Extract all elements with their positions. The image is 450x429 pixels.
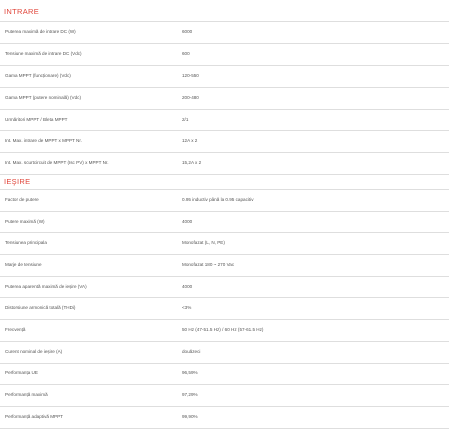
- spec-label: Int. Max. scurtcircuit de MPPT (Isc PV) x MPPT Nr.: [5, 160, 109, 166]
- spec-label: Tensiune maximă de intrare DC (Vdc): [5, 50, 82, 56]
- table-row: [0, 406, 449, 429]
- spec-value: douăzeci: [182, 348, 201, 354]
- spec-label: Factor de putere: [5, 196, 39, 202]
- section-title-iesire: IEŞIRE: [4, 177, 31, 186]
- table-row: [0, 363, 449, 386]
- spec-label: Tensiunea principala: [5, 240, 47, 246]
- spec-label: Curent nominal de ieșire (A): [5, 348, 63, 354]
- spec-value: 97,29%: [182, 392, 198, 398]
- spec-value: 15,2A x 2: [182, 160, 202, 166]
- spec-value: 50 Hz (47-51.5 Hz) / 60 Hz (57-61.5 Hz): [182, 327, 264, 333]
- table-row: [0, 87, 449, 110]
- spec-label: Gama MPPT (putere nominală) (Vdc): [5, 94, 81, 100]
- table-row: [0, 211, 449, 234]
- table-row: [0, 276, 449, 299]
- table-row: [0, 131, 449, 154]
- spec-label: Puterea maximă de intrare DC (W): [5, 28, 76, 34]
- table-row: [0, 65, 449, 88]
- spec-value: 600: [182, 50, 190, 56]
- table-row: [0, 43, 449, 66]
- spec-value: 120-550: [182, 72, 199, 78]
- spec-value: <3%: [182, 305, 192, 311]
- spec-label: Distorsiune armonică totală (THDi): [5, 305, 76, 311]
- spec-value: 4000: [182, 218, 193, 224]
- spec-label: Puterea aparentă maximă de ieșire (VA): [5, 283, 87, 289]
- spec-label: Putere maximă (W): [5, 218, 45, 224]
- table-row: [0, 341, 449, 364]
- spec-value: 0.95 inductiv până la 0.95 capacitiv: [182, 196, 254, 202]
- spec-label: Performanța UE: [5, 370, 38, 376]
- section-title-intrare: INTRARE: [4, 7, 40, 16]
- spec-value: 4000: [182, 283, 193, 289]
- table-row: [0, 21, 449, 44]
- spec-value: 12A x 2: [182, 138, 198, 144]
- spec-label: Gama MPPT (funcționare) (Vdc): [5, 72, 71, 78]
- spec-value: 6000: [182, 28, 193, 34]
- table-row: [0, 298, 449, 321]
- spec-label: Int. Max. intrare de MPPT x MPPT Nr.: [5, 138, 82, 144]
- spec-label: Performanță maximă: [5, 392, 48, 398]
- spec-value: Monofazat 180 ~ 270 Vac: [182, 261, 235, 267]
- spec-label: Urmăritori MPPT / Bleta MPPT: [5, 116, 68, 122]
- spec-value: 2/1: [182, 116, 189, 122]
- table-row: [0, 319, 449, 342]
- table-row: [0, 384, 449, 407]
- table-row: [0, 152, 449, 175]
- spec-label: Frecvență: [5, 327, 26, 333]
- table-row: [0, 232, 449, 255]
- spec-label: Performanță adaptivă MPPT: [5, 413, 63, 419]
- table-row: [0, 254, 449, 277]
- spec-value: 99,90%: [182, 413, 198, 419]
- table-row: [0, 189, 449, 212]
- table-row: [0, 109, 449, 132]
- spec-value: 96,59%: [182, 370, 198, 376]
- spec-value: 200-480: [182, 94, 199, 100]
- spec-value: Monofazat (L, N, PE): [182, 240, 225, 246]
- spec-label: Marje de tensiune: [5, 261, 42, 267]
